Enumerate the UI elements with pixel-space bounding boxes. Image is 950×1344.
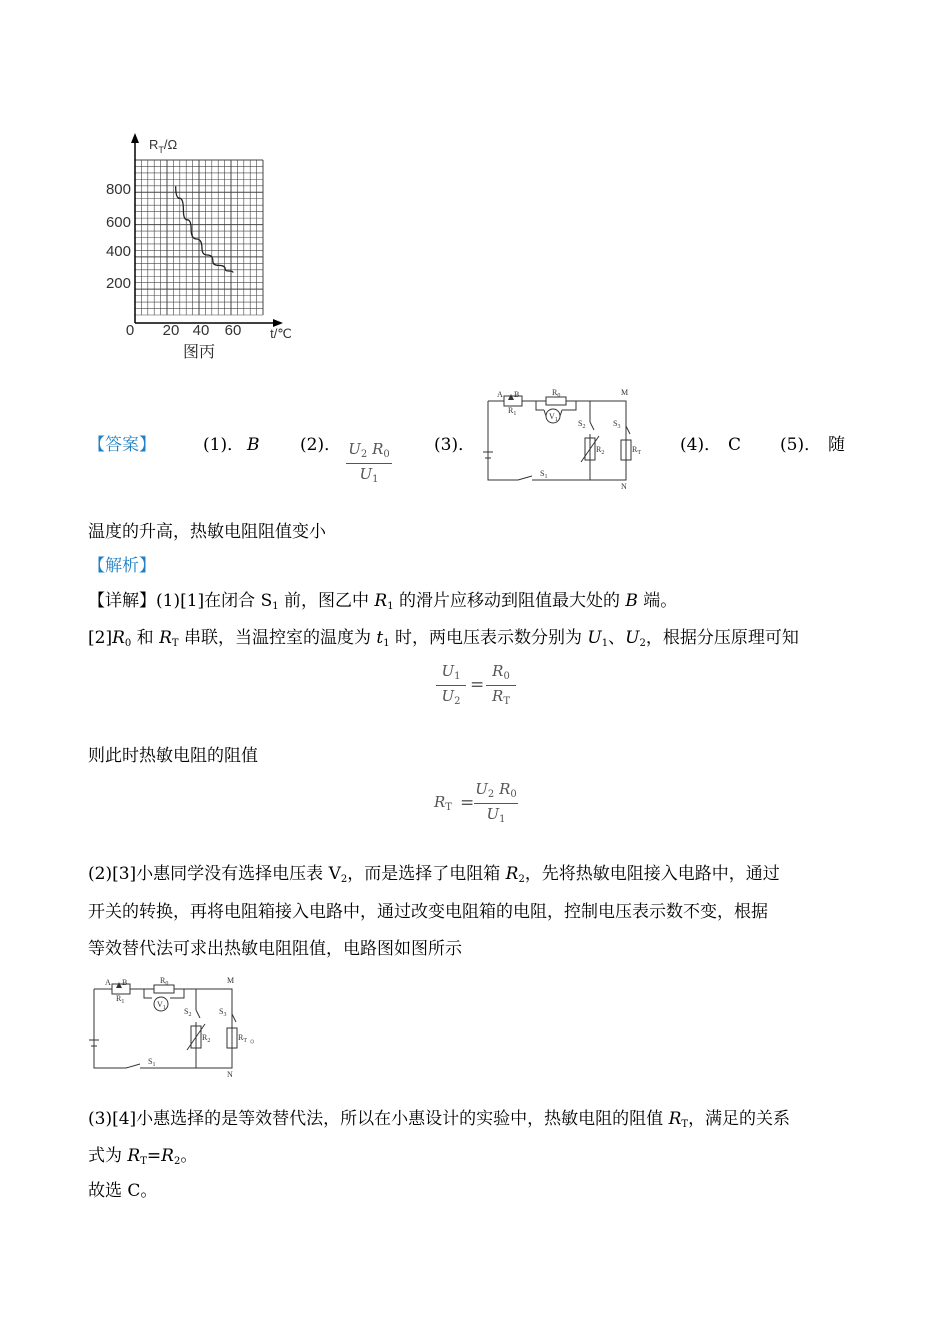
- circuit-label-r2: $R_2$: [596, 445, 605, 456]
- equation-1-equals: =: [470, 675, 485, 695]
- circuit-2-label-a: A: [105, 978, 111, 987]
- circuit-label-s1: $S_1$: [540, 469, 548, 480]
- circuit-2-label-s2: $S_2$: [184, 1007, 192, 1018]
- analysis-paragraph-4-line-3: 等效替代法可求出热敏电阻阻值，电路图如图所示: [88, 939, 462, 959]
- analysis-paragraph-4-line-2: 开关的转换，再将电阻箱接入电路中，通过改变电阻箱的电阻，控制电压表示数不变，根据: [88, 902, 768, 922]
- graph-caption: 图丙: [182, 342, 216, 361]
- circuit-label-r1: $R_1$: [508, 406, 517, 417]
- answer-item-3-number: (3)．: [434, 435, 476, 455]
- circuit-diagram-analysis: [86, 974, 266, 1080]
- circuit-2-label-r0: $R_0$: [160, 976, 169, 987]
- x-tick-label: 20: [162, 322, 180, 339]
- equation-2-equals: =: [460, 793, 475, 813]
- y-tick-label: 400: [105, 243, 131, 260]
- circuit-diagram-answer: [478, 386, 642, 494]
- answer-tag: 【答案】: [88, 435, 156, 455]
- y-tick-label: 600: [105, 214, 131, 231]
- circuit-label-m: M: [621, 388, 629, 397]
- analysis-paragraph-3: 则此时热敏电阻的阻值: [88, 746, 258, 766]
- circuit-label-n: N: [621, 482, 627, 491]
- analysis-paragraph-5-line-1: (3)[4]小惠选择的是等效替代法，所以在小惠设计的实验中，热敏电阻的阻值 $R_T$，满足的关系: [88, 1109, 791, 1130]
- equation-1-right-fraction: $R_0$ $R_T$: [486, 664, 516, 707]
- answer-item-5-number: (5)．: [780, 435, 822, 455]
- analysis-conclusion: 故选 C。: [88, 1181, 158, 1201]
- y-tick-label: 200: [105, 275, 131, 292]
- circuit-label-v1: $V_1$: [549, 412, 558, 423]
- equation-2-fraction: $U_2$ $R_0$ $U_1$: [475, 780, 517, 825]
- analysis-paragraph-2: $[2]R_0$ 和 $R_T$ 串联，当温控室的温度为 $t_1$ 时，两电压表示数分别为 $U_1$、$U_2$，根据分压原理可知: [88, 628, 799, 649]
- analysis-paragraph-5-line-2: 式为 $R_T=R_2$。: [88, 1146, 198, 1167]
- circuit-2-label-s1: $S_1$: [148, 1057, 156, 1068]
- circuit-2-label-r1: $R_1$: [116, 994, 125, 1005]
- analysis-paragraph-4-line-1: (2)[3]小惠同学没有选择电压表 $V_2$，而是选择了电阻箱 $R_2$，先将热敏电阻接入电路中，通过: [88, 864, 780, 885]
- answer-item-1-value: B: [247, 435, 260, 455]
- equation-voltage-ratio: [436, 664, 526, 712]
- answer-item-1-number: (1)．: [203, 435, 245, 455]
- y-tick-label: 800: [105, 181, 131, 198]
- x-tick-label: 60: [224, 322, 242, 339]
- answer-item-5-value-start: 随: [828, 435, 845, 455]
- answer-item-5-value-continued: 温度的升高，热敏电阻阻值变小: [88, 522, 326, 542]
- analysis-paragraph-1: 【详解】(1)[1]在闭合 $S_1$ 前，图乙中 $R_1$ 的滑片应移动到阻值最大处的 B 端。: [88, 591, 678, 612]
- circuit-2-label-rt: $R_T$: [238, 1033, 248, 1044]
- y-axis-arrow: [131, 133, 139, 143]
- answer-item-2-number: (2)．: [300, 435, 342, 455]
- answer-item-4-number: (4)．: [680, 435, 722, 455]
- circuit-2-label-s3: $S_3$: [219, 1007, 227, 1018]
- equation-thermistor-resistance: [434, 782, 534, 830]
- circuit-label-a: A: [497, 390, 503, 399]
- circuit-2-label-m: M: [227, 976, 235, 985]
- circuit-2-label-r2: $R_2$: [202, 1033, 211, 1044]
- circuit-label-rt: $R_T$: [632, 445, 642, 456]
- equation-2-lhs: $R_T$: [434, 793, 452, 813]
- graph-resistance-temperature: [95, 125, 325, 365]
- x-tick-label: 0: [125, 322, 135, 339]
- circuit-label-s2: $S_2$: [578, 419, 586, 430]
- circuit-2-label-v1: $V_1$: [157, 1000, 166, 1011]
- answer-item-4-value: C: [728, 435, 742, 455]
- graph-grid: [135, 160, 263, 315]
- circuit-label-s3: $S_3$: [613, 419, 621, 430]
- circuit-label-r0: $R_0$: [552, 388, 561, 399]
- x-axis-label: t/℃: [270, 326, 292, 341]
- answer-item-2-fraction: $U_2$ $R_0$ $U_1$: [346, 442, 392, 485]
- y-axis-label: $R_T/\Omega$: [149, 137, 178, 155]
- analysis-tag: 【解析】: [88, 556, 156, 576]
- circuit-2-trailing-period: 。: [250, 1031, 263, 1045]
- circuit-2-label-n: N: [227, 1070, 233, 1079]
- circuit-2-label-b: B: [122, 978, 128, 987]
- equation-1-left-fraction: $U_1$ $U_2$: [436, 664, 466, 707]
- x-tick-label: 40: [192, 322, 210, 339]
- circuit-label-b: B: [514, 390, 520, 399]
